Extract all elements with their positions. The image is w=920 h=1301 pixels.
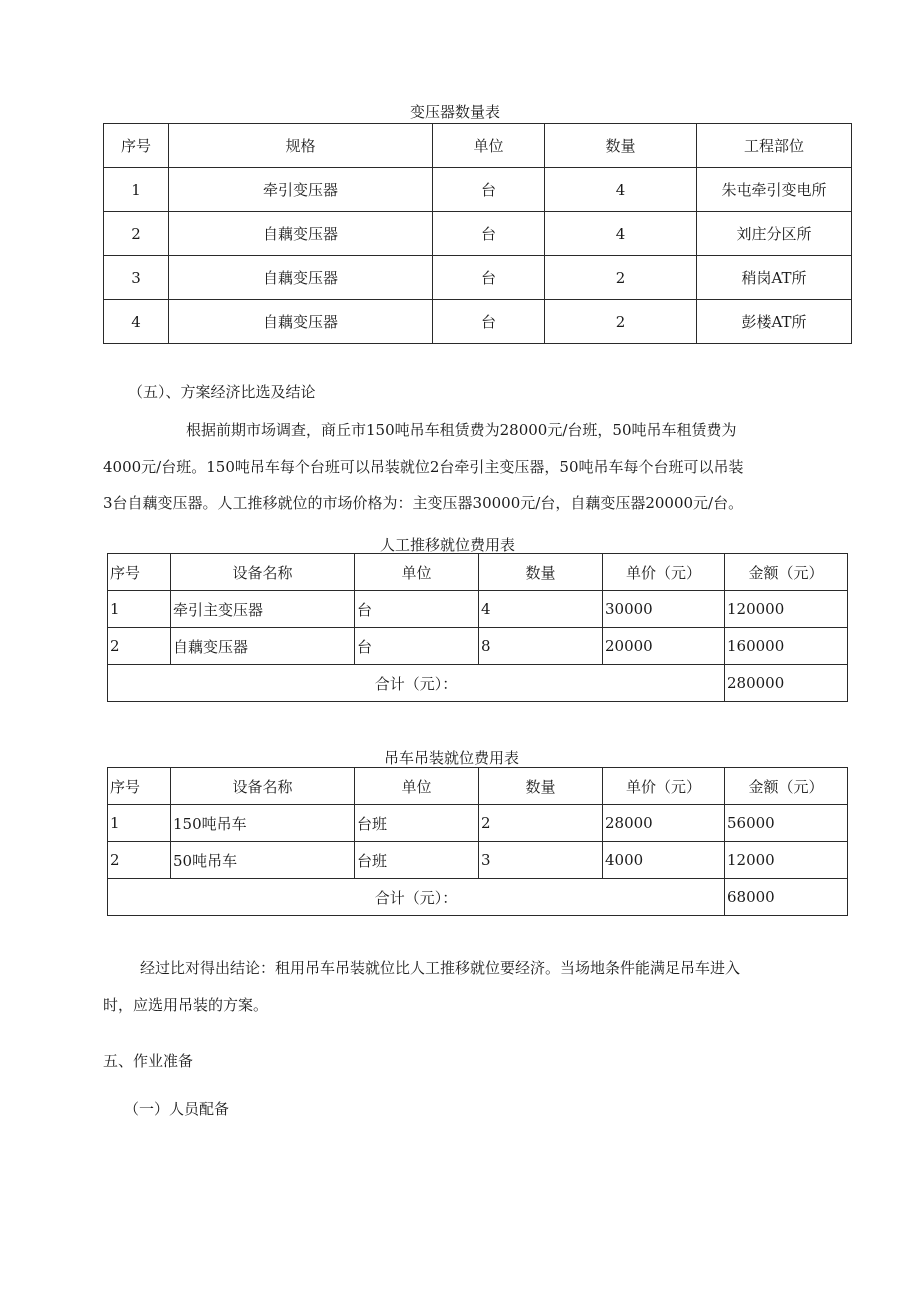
table-cell: 台	[433, 212, 545, 256]
total-value: 68000	[725, 879, 848, 916]
table-cell: 8	[479, 628, 603, 665]
table-cell: 56000	[725, 805, 848, 842]
table-cell: 自藕变压器	[169, 256, 433, 300]
table-cell: 台班	[355, 842, 479, 879]
table-cell: 牵引主变压器	[171, 591, 355, 628]
transformer-count-table	[103, 123, 852, 344]
table-cell: 2	[545, 300, 697, 344]
table-cell: 台	[355, 628, 479, 665]
table-cell: 160000	[725, 628, 848, 665]
table-row	[108, 842, 848, 879]
header-cell: 数量	[479, 768, 603, 805]
header-cell: 规格	[169, 124, 433, 168]
table-header-row	[108, 554, 848, 591]
table-cell: 2	[108, 842, 171, 879]
section-heading: （五）、方案经济比选及结论	[128, 383, 316, 401]
header-cell: 序号	[104, 124, 169, 168]
section-heading: 五、作业准备	[103, 1052, 194, 1070]
header-cell: 单位	[355, 554, 479, 591]
header-cell: 序号	[108, 768, 171, 805]
table-row	[108, 591, 848, 628]
table-row	[104, 300, 852, 344]
table-row	[104, 212, 852, 256]
total-row	[108, 879, 848, 916]
total-label: 合计（元）：	[108, 665, 725, 702]
conclusion-line: 经过比对得出结论：租用吊车吊装就位比人工推移就位要经济。当场地条件能满足吊车进入	[140, 959, 741, 977]
table-cell: 台班	[355, 805, 479, 842]
header-cell: 数量	[545, 124, 697, 168]
conclusion-line: 时，应选用吊装的方案。	[103, 996, 269, 1014]
table-row	[108, 805, 848, 842]
crane-cost-table	[107, 767, 848, 916]
table-cell: 1	[108, 805, 171, 842]
header-cell: 单位	[355, 768, 479, 805]
table-cell: 12000	[725, 842, 848, 879]
table-cell: 4	[545, 212, 697, 256]
table-cell: 稍岗AT所	[697, 256, 852, 300]
table-cell: 自藕变压器	[171, 628, 355, 665]
table-cell: 台	[355, 591, 479, 628]
table-cell: 50吨吊车	[171, 842, 355, 879]
manual-cost-table	[107, 553, 848, 702]
table-cell: 1	[104, 168, 169, 212]
header-cell: 工程部位	[697, 124, 852, 168]
table2-caption: 人工推移就位费用表	[380, 536, 516, 554]
table-cell: 刘庄分区所	[697, 212, 852, 256]
header-cell: 序号	[108, 554, 171, 591]
table-cell: 30000	[603, 591, 725, 628]
table-cell: 3	[479, 842, 603, 879]
table-cell: 4	[479, 591, 603, 628]
table-cell: 台	[433, 300, 545, 344]
table3-caption: 吊车吊装就位费用表	[384, 749, 520, 767]
table-header-row	[104, 124, 852, 168]
table-cell: 2	[545, 256, 697, 300]
header-cell: 单位	[433, 124, 545, 168]
table1-caption: 变压器数量表	[410, 103, 501, 121]
paragraph-line: 3台自藕变压器。人工推移就位的市场价格为：主变压器30000元/台，自藕变压器20000元/台。	[103, 494, 744, 512]
paragraph-line: 4000元/台班。150吨吊车每个台班可以吊装就位2台牵引主变压器，50吨吊车每个台班可以吊装	[103, 458, 744, 476]
table-cell: 彭楼AT所	[697, 300, 852, 344]
table-cell: 2	[104, 212, 169, 256]
table-cell: 自藕变压器	[169, 300, 433, 344]
table-cell: 20000	[603, 628, 725, 665]
header-cell: 金额（元）	[725, 554, 848, 591]
total-label: 合计（元）：	[108, 879, 725, 916]
table-cell: 2	[479, 805, 603, 842]
table-cell: 4	[545, 168, 697, 212]
paragraph-line: 根据前期市场调查，商丘市150吨吊车租赁费为28000元/台班，50吨吊车租赁费为	[186, 421, 737, 439]
total-row	[108, 665, 848, 702]
table-row	[108, 628, 848, 665]
table-row	[104, 256, 852, 300]
table-cell: 150吨吊车	[171, 805, 355, 842]
table-cell: 台	[433, 256, 545, 300]
header-cell: 单价（元）	[603, 554, 725, 591]
table-cell: 自藕变压器	[169, 212, 433, 256]
header-cell: 金额（元）	[725, 768, 848, 805]
header-cell: 设备名称	[171, 554, 355, 591]
table-cell: 4000	[603, 842, 725, 879]
table-cell: 4	[104, 300, 169, 344]
table-cell: 台	[433, 168, 545, 212]
header-cell: 数量	[479, 554, 603, 591]
table-cell: 28000	[603, 805, 725, 842]
table-cell: 3	[104, 256, 169, 300]
table-cell: 朱屯牵引变电所	[697, 168, 852, 212]
header-cell: 单价（元）	[603, 768, 725, 805]
table-cell: 120000	[725, 591, 848, 628]
subsection-heading: （一）人员配备	[124, 1100, 230, 1118]
total-value: 280000	[725, 665, 848, 702]
table-cell: 1	[108, 591, 171, 628]
table-row	[104, 168, 852, 212]
table-header-row	[108, 768, 848, 805]
table-cell: 牵引变压器	[169, 168, 433, 212]
table-cell: 2	[108, 628, 171, 665]
header-cell: 设备名称	[171, 768, 355, 805]
